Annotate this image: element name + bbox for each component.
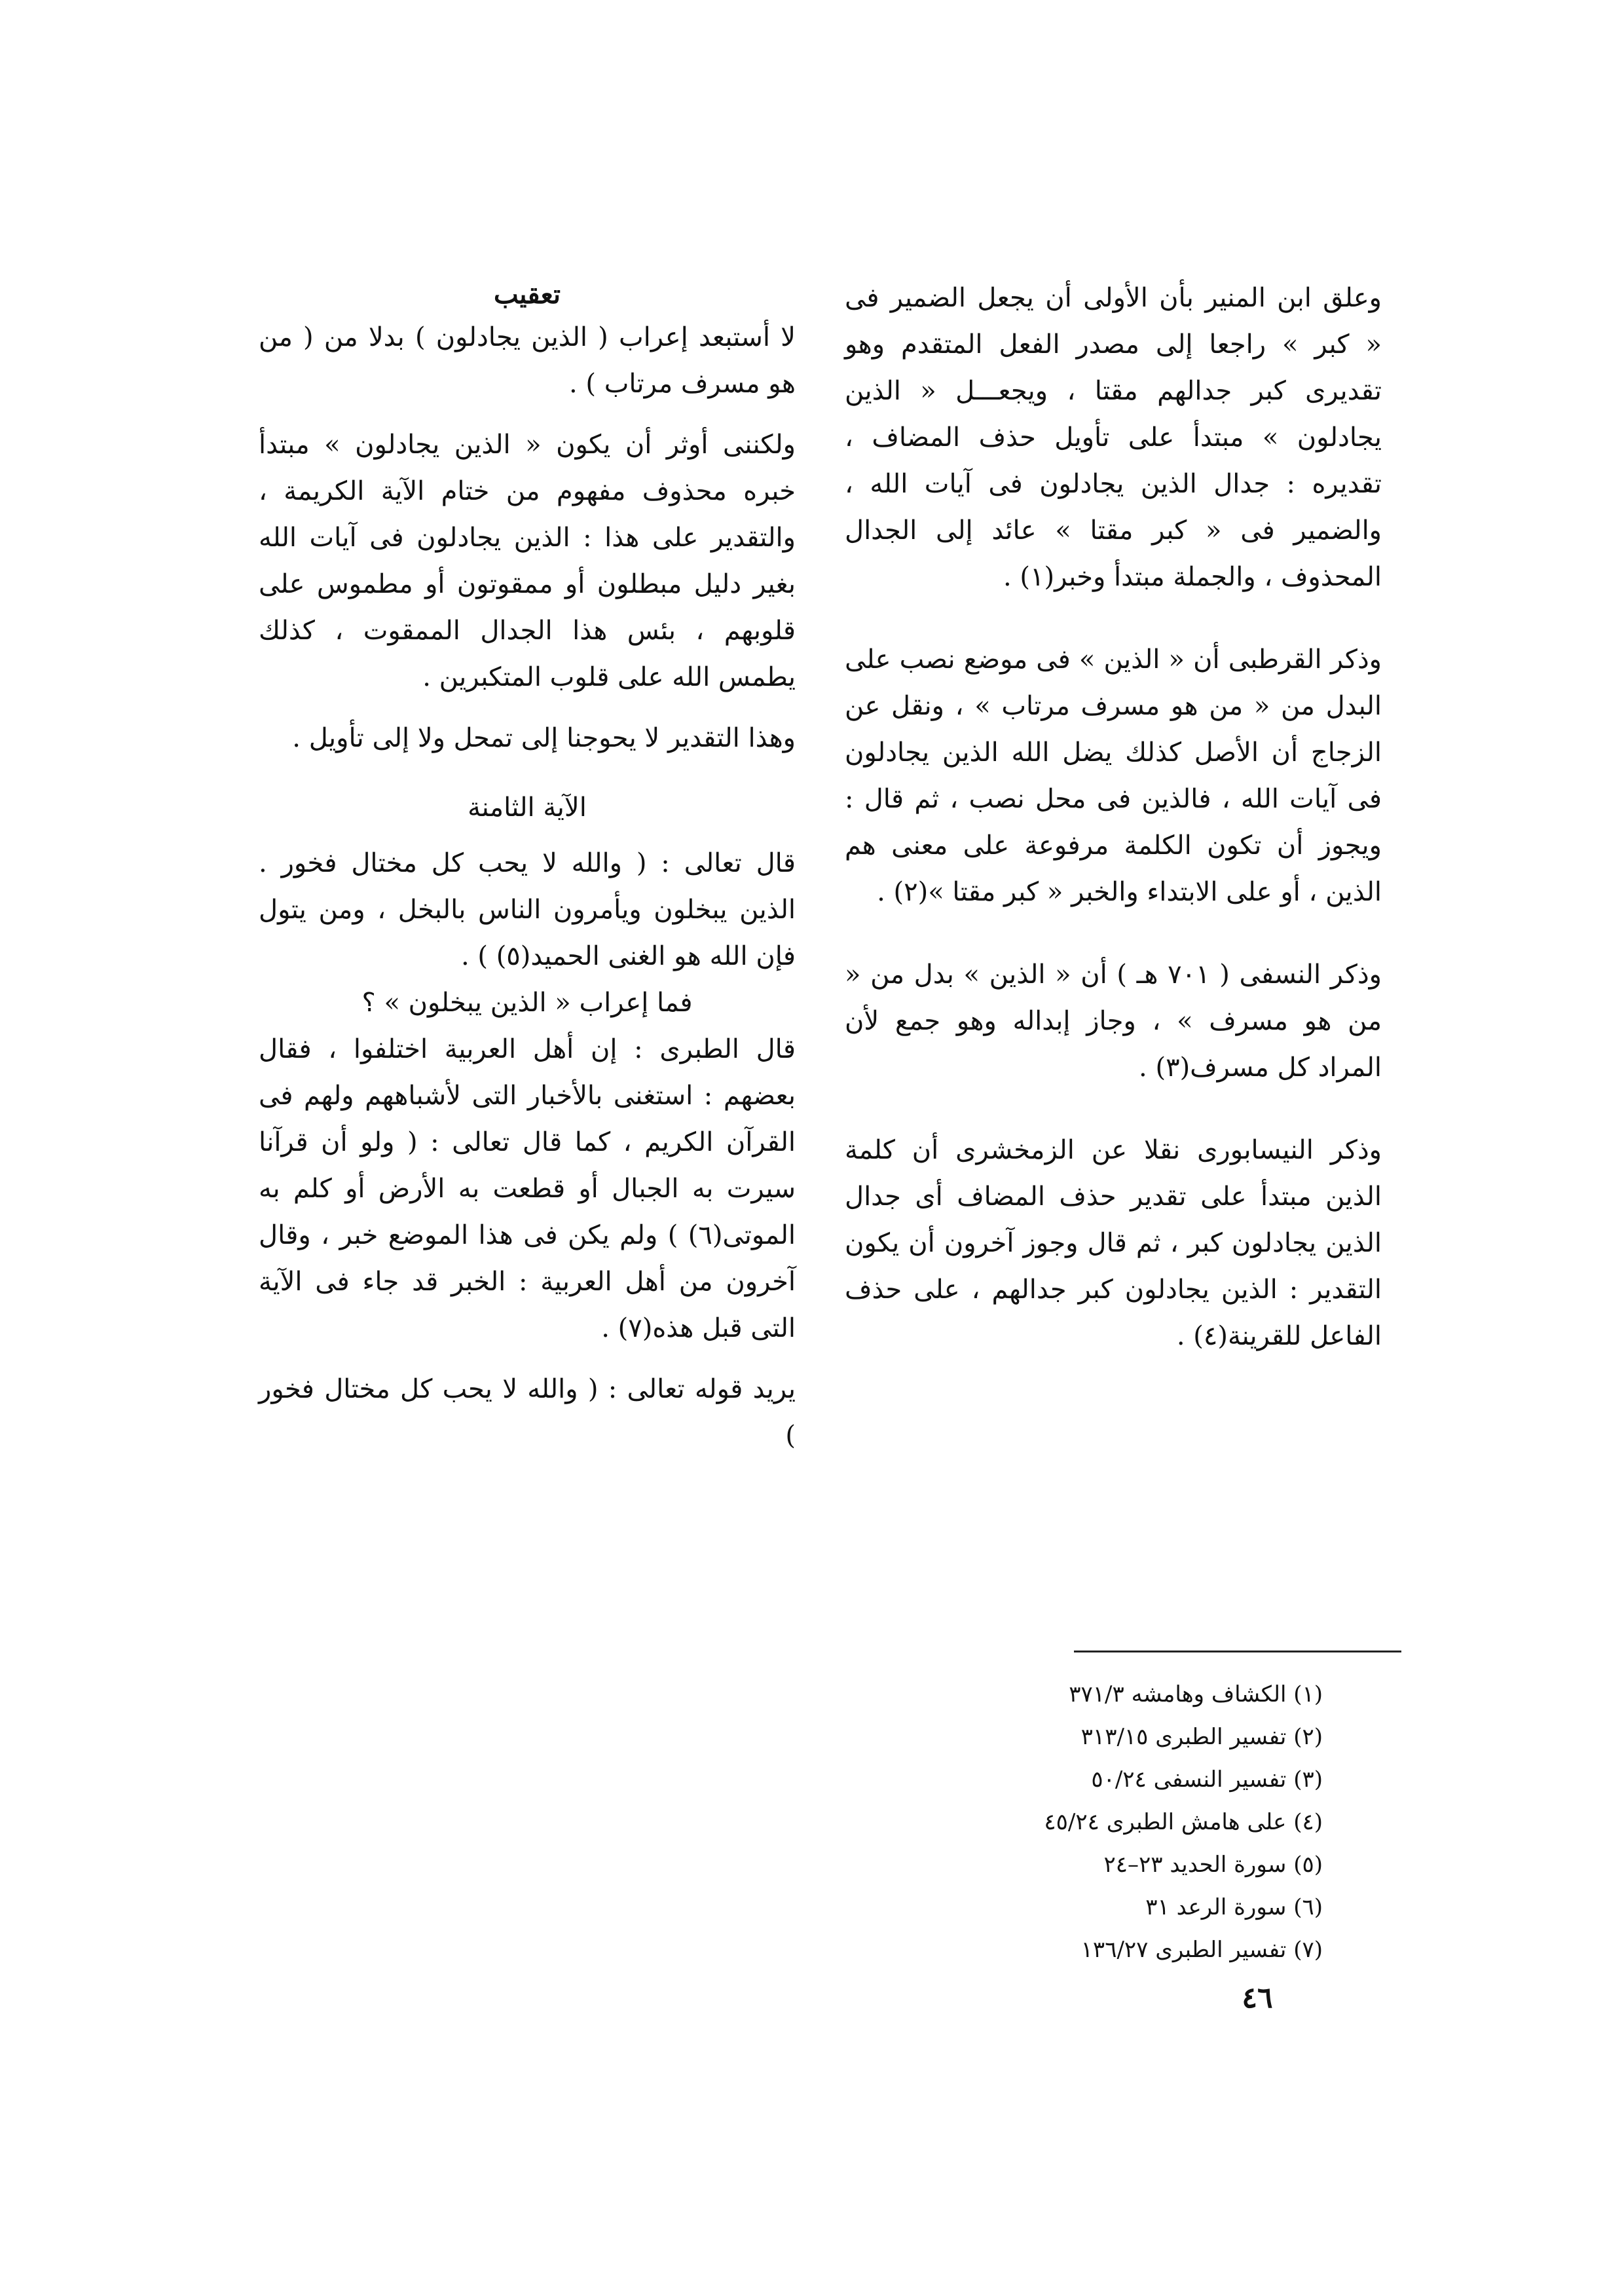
left-column xyxy=(259,275,796,1459)
paragraph-question: فما إعراب « الذين يبخلون » ؟ xyxy=(361,988,693,1018)
paragraph-naysaburi: وذكر النيسابورى نقلا عن الزمخشرى أن كلمة الذين مبتدأ على تقدير حذف المضاف أى جدال الذين يجادلون كبر ، ثم قال وجوز آخرون أن يكون التقدير : الذين يجادلون كبر جدالهم ، على حذف الفاعل للقرينة(٤) . xyxy=(845,1135,1382,1351)
right-column xyxy=(845,275,1382,1360)
section-heading: تعقيب xyxy=(493,279,561,310)
page-number: ٤٦ xyxy=(1242,1981,1273,2015)
footnotes xyxy=(982,1673,1323,1971)
verse-subheading: الآية الثامنة xyxy=(468,793,587,823)
paragraph-verse-quote: قال تعالى : ( والله لا يحب كل مختال فخور . الذين يبخلون ويأمرون الناس بالبخل ، ومن يتول فإن الله هو الغنى الحميد(٥) ) . xyxy=(259,848,796,971)
paragraph-nasafi: وذكر النسفى ( ٧٠١ هـ ) أن « الذين » بدل من « من هو مسرف » ، وجاز إبداله وهو جمع لأن المراد كل مسرف(٣) . xyxy=(845,960,1382,1083)
paragraph-commentary-3: وهذا التقدير لا يحوجنا إلى تمحل ولا إلى تأويل . xyxy=(292,723,796,753)
paragraph-qurtubi: وذكر القرطبى أن « الذين » فى موضع نصب على البدل من « من هو مسرف مرتاب » ، ونقل عن الزجاج أن الأصل كذلك يضل الله الذين يجادلون فى آيات الله ، فالذين فى محل نصب ، ثم قال : ويجوز أن تكون الكلمة مرفوعة على معنى هم الذين ، أو على الابتداء والخبر « كبر مقتا »(٢) . xyxy=(845,644,1382,907)
paragraph-closing: يريد قوله تعالى : ( والله لا يحب كل مختال فخور ) xyxy=(259,1374,796,1451)
footnote-divider xyxy=(1074,1651,1401,1652)
footnote-item: (٧) تفسير الطبرى ١٣٦/٢٧ xyxy=(1080,1937,1323,1963)
footnote-item: (١) الكشاف وهامشه ٣٧١/٣ xyxy=(1069,1681,1323,1707)
footnote-item: (٦) سورة الرعد ٣١ xyxy=(1145,1894,1323,1920)
footnote-item: (٥) سورة الحديد ٢٣–٢٤ xyxy=(1103,1852,1323,1878)
paragraph-commentary-1: لا أستبعد إعراب ( الذين يجادلون ) بدلا من ( من هو مسرف مرتاب ) . xyxy=(259,322,796,399)
footnote-item: (٤) على هامش الطبرى ٤٥/٢٤ xyxy=(1044,1809,1323,1835)
footnote-item: (٢) تفسير الطبرى ٣١٣/١٥ xyxy=(1080,1724,1323,1750)
paragraph-commentary-2: ولكننى أوثر أن يكون « الذين يجادلون » مبتدأ خبره محذوف مفهوم من ختام الآية الكريمة ، والتقدير على هذا : الذين يجادلون فى آيات الله بغير دليل مبطلون أو ممقوتون أو مطموس على قلوبهم ، بئس هذا الجدال الممقوت ، كذلك يطمس الله على قلوب المتكبرين . xyxy=(259,430,796,692)
paragraph-ibn-munir: وعلق ابن المنير بأن الأولى أن يجعل الضمير فى « كبر » راجعا إلى مصدر الفعل المتقدم وهو تقديرى كبر جدالهم مقتا ، ويجعـــل « الذين يجادلون » مبتدأ على تأويل حذف المضاف ، تقديره : جدال الذين يجادلون فى آيات الله ، والضمير فى « كبر مقتا » عائد إلى الجدال المحذوف ، والجملة مبتدأ وخبر(١) . xyxy=(845,283,1382,592)
paragraph-tabari: قال الطبرى : إن أهل العربية اختلفوا ، فقال بعضهم : استغنى بالأخبار التى لأشباههم ولهم فى القرآن الكريم ، كما قال تعالى : ( ولو أن قرآنا سيرت به الجبال أو قطعت به الأرض أو كلم به الموتى(٦) ) ولم يكن فى هذا الموضع خبر ، وقال آخرون من أهل العربية : الخبر قد جاء فى الآية التى قبل هذه(٧) . xyxy=(259,1034,796,1343)
footnote-item: (٣) تفسير النسفى ٥٠/٢٤ xyxy=(1091,1766,1323,1793)
